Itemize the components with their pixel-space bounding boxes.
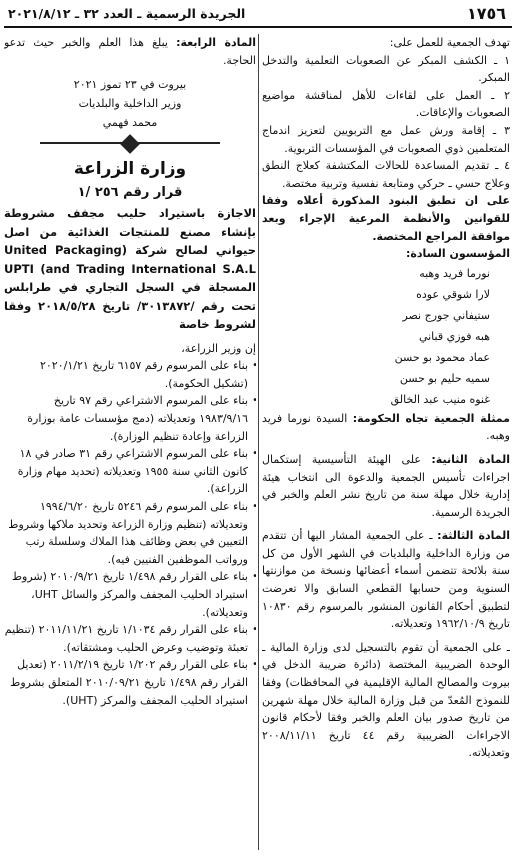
- signature-title: وزير الداخلية والبلديات: [78, 97, 182, 111]
- objective-item: ١ ـ الكشف المبكر عن الصعوبات التعلمية والتدخل المبكر.: [262, 53, 510, 85]
- founder-name: هبه فوزي قباني: [418, 329, 490, 343]
- article-four-label: المادة الرابعة:: [176, 36, 256, 49]
- page-header: [4, 4, 512, 28]
- legal-basis-item: • بناء على القرار رقم ١/٤٩٨ تاريخ ٢٠١٠/٩/٢١ (شروط استيراد الحليب المجفف والمركز والسائل UHT، وتعديلاته).: [4, 568, 256, 621]
- objective-item: ٤ ـ تقديم المساعدة للحالات المكتشفة كعلاج النطق وعلاج حسي ـ حركي ومتابعة نفسية وتربية مختصة.: [262, 159, 510, 190]
- legal-basis-item: • بناء على القرار رقم ١/١٠٣٤ تاريخ ٢٠١١/١١/٢١ (تنظيم تعبئة وتوضيب وعرض الحليب ومشتقاته).: [4, 621, 256, 656]
- decision-title: الاجازة باستيراد حليب مجفف مشروطة بإنشاء مصنع للمنتجات الغذائية من اصل حيواني لصالح شركة (United Packaging and Trading International S.A.L) UPTI المسجلة في السجل التجاري في طرابلس تحت رقم /٣٠١٣٨٧٢/ تاريخ ٢٠١٨/٥/٢٨ وفقا لشروط خاصة: [4, 206, 256, 332]
- government-representative: [262, 410, 510, 445]
- section-divider: [4, 132, 256, 154]
- article-three-label: المادة الثالثة:: [437, 529, 510, 543]
- legal-basis-item: • بناء على المرسوم الاشتراعي رقم ٣١ صادر في ١٨ كانون الثاني سنة ١٩٥٥ وتعديلاته (تحديد مهام وزارة الزراعة).: [4, 445, 256, 498]
- legal-basis-item: • بناء على المرسوم رقم ٥٢٤٦ تاريخ ١٩٩٤/٦/٢٠ وتعديلاته (تنظيم وزارة الزراعة وتحديد ملاكها وشروط التعيين في بعض وظائف هذا الملاك وسلسلة رتب ورواتب الموظفين الفنيين فيه).: [4, 498, 256, 568]
- founder-name: غنوه منيب عبد الخالق: [390, 392, 490, 406]
- representative-name: السيدة نورما فريد وهبه.: [262, 411, 510, 443]
- founders-list: [262, 263, 510, 410]
- ministry-heading: وزارة الزراعة: [73, 159, 187, 180]
- legal-basis-list: [4, 357, 256, 709]
- column-divider: [258, 34, 259, 850]
- legal-basis-item: • بناء على القرار رقم ١/٢٠٢ تاريخ ٢٠١١/٢/١٩ (تعديل القرار رقم ١/٤٩٨ تاريخ ٢٠١٠/٠٩/٢١ المتعلق بشروط استيراد الحليب المجفف والمركز (UHT).: [4, 656, 256, 709]
- founder-name: لارا شوقي عوده: [416, 287, 490, 301]
- signature-date: بيروت في ٢٣ تموز ٢٠٢١: [73, 78, 187, 92]
- legal-basis-item: • بناء على المرسوم الاشتراعي رقم ٩٧ تاريخ ١٩٨٣/٩/١٦ وتعديلاته (دمج مؤسسات عامة بوزارة الزراعة وإعادة تنظيم الوزارة).: [4, 392, 256, 445]
- founder-name: نورما فريد وهبه: [419, 266, 490, 280]
- conditions-paragraph: على ان تطبق البنود المذكورة أعلاه وفقا للقوانين والأنظمة المرعية الإجراء وبعد موافقة المراجع المختصة.: [262, 194, 510, 243]
- decision-number: قرار رقم ٢٥٦ /١: [77, 185, 183, 201]
- page-number: ١٧٥٦: [466, 4, 506, 23]
- finance-registration-paragraph: ـ على الجمعية أن تقوم بالتسجيل لدى وزارة المالية ـ الوحدة الضريبية المختصة (دائرة ضريبة الدخل في بيروت والمصالح المالية الإقليمية في المحافظات) وفقا للنموذج المُعدّ من قبل وزارة المالية خلال مهلة شهرين من تاريخ صدور بيان العلم والخبر وفقا لأحكام قانون الاجراءات الضريبية رقم ٤٤ تاريخ ٢٠٠٨/١١/١١ وتعديلاته.: [262, 640, 510, 760]
- objective-item: ٣ ـ إقامة ورش عمل مع التربويين لتعزيز اندماج المتعلمين ذوي الصعوبات في المؤسسات التربوية.: [262, 123, 510, 155]
- article-three-text: ـ على الجمعية المشار اليها أن تتقدم من وزارة الداخلية والبلديات في الشهر الأول من كل سنة بلائحة تتضمن أسماء أعضائها ونسخة من موازنتها السنوية ومن حسابها القطعي السابق والا تعرضت لتطبيق أحكام القانون المنشور بالمرسوم رقم ١٠٨٣٠ تاريخ ١٩٦٢/١٠/٩ وتعديلاته.: [262, 529, 510, 631]
- founder-name: ستيفاني جورج نصر: [402, 308, 490, 322]
- divider-diamond-icon: [120, 134, 140, 154]
- article-two-label: المادة الثانية:: [431, 452, 510, 466]
- signature-name: محمد فهمي: [102, 116, 158, 130]
- article-three: [262, 527, 510, 633]
- objectives-intro: تهدف الجمعية للعمل على:: [389, 36, 510, 49]
- founder-name: سميه حليم بو حسن: [399, 371, 490, 385]
- article-four: [4, 34, 256, 69]
- founders-title: المؤسسون السادة:: [405, 247, 510, 261]
- article-four-text: يبلغ هذا العلم والخبر حيث تدعو الحاجة.: [4, 36, 256, 67]
- gazette-title: الجريدة الرسمية ـ العدد ٣٢ ـ ٢٠٢١/٨/١٢: [8, 6, 246, 21]
- right-column: [262, 34, 510, 852]
- founder-name: عماد محمود بو حسن: [394, 350, 490, 364]
- left-column: [4, 34, 256, 852]
- representative-label: ممثلة الجمعية تجاه الحكومة:: [352, 411, 510, 425]
- objective-item: ٢ ـ العمل على لقاءات للأهل لمناقشة مواضيع الصعوبات والإعاقات.: [262, 88, 510, 120]
- article-two: [262, 451, 510, 521]
- decision-intro: إن وزير الزراعة،: [181, 341, 256, 355]
- legal-basis-item: • بناء على المرسوم رقم ٦١٥٧ تاريخ ٢٠٢٠/١/٢١ (تشكيل الحكومة).: [4, 357, 256, 392]
- article-two-text: على الهيئة التأسيسية إستكمال اجراءات تأسيس الجمعية والدعوة الى انتخاب هيئة إدارية خلال مهلة سنة من تاريخ نشر العلم والخبر في الجريدة الرسمية.: [262, 452, 510, 519]
